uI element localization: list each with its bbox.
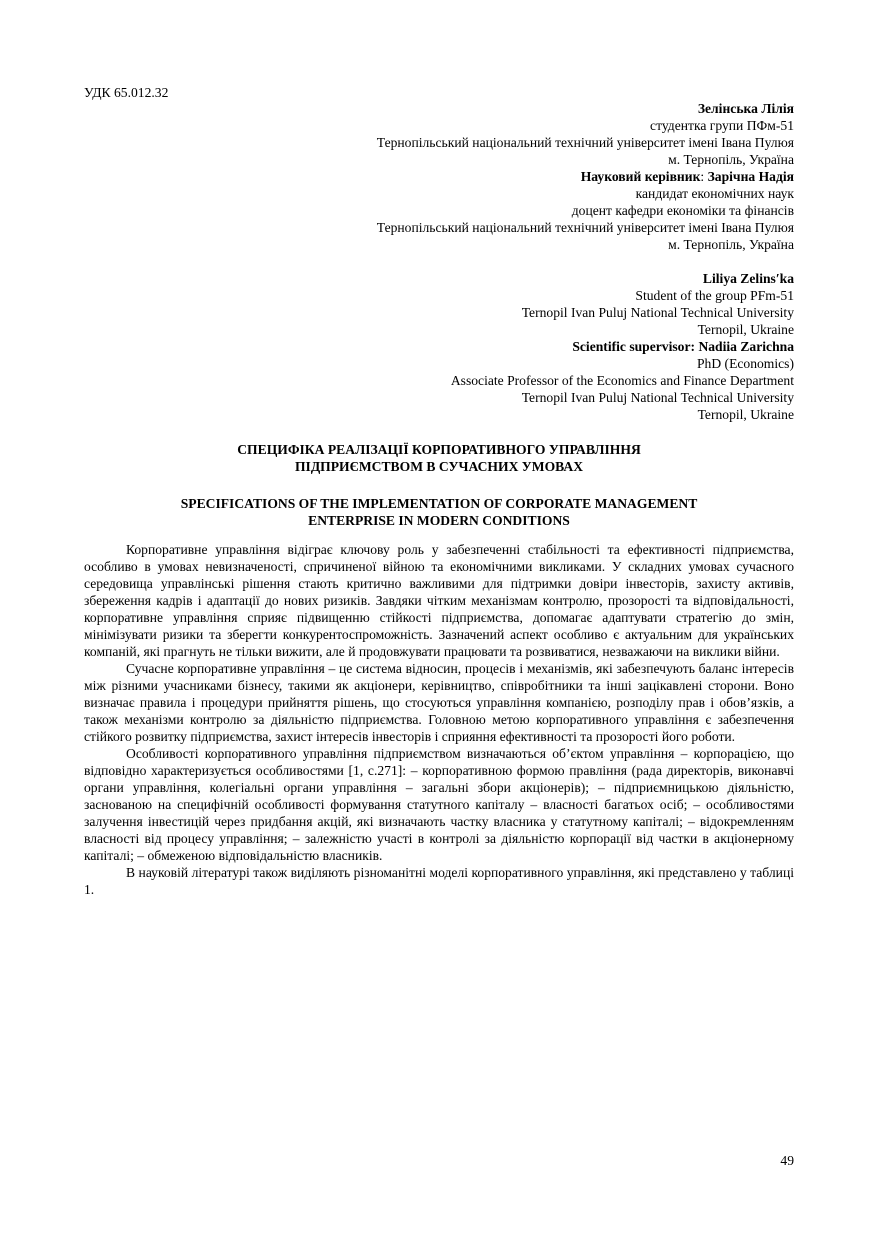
- paragraph: Корпоративне управління відіграє ключову роль у забезпеченні стабільності та ефективності підприємства, особливо в умовах невизначеності, спричиненої війною та економічними викликами. У складних умовах сучасного середовища управлінські рішення стають критично важливими для підтримки довіри інвесторів, захисту активів, збереження кадрів і адаптації до нових ризиків. Завдяки чітким механізмам контролю, прозорості та відповідальності, корпоративне управління сприяє підвищенню стійкості підприємства, допомагає адаптувати стратегію до змін, мінімізувати ризики та зберегти конкурентоспроможність. Зазначений аспект особливо є актуальним для українських компаній, які прагнуть не тільки вижити, але й продовжувати працювати та розвиватися, незважаючи на виклики війни.: [84, 542, 794, 659]
- udk-code: УДК 65.012.32: [84, 85, 169, 100]
- author-name-en: Liliya Zelins′ka: [702, 271, 794, 286]
- supervisor-line-ua: Науковий керівник: Зарічна Надія: [580, 169, 794, 184]
- supervisor-label-en: Scientific supervisor:: [572, 339, 696, 354]
- supervisor-degree-en: PhD (Economics): [696, 356, 794, 371]
- author-role-en: Student of the group PFm-51: [635, 288, 794, 303]
- title-block: [84, 441, 794, 529]
- author-name-ua: Зелінська Лілія: [697, 101, 794, 116]
- author-block: [377, 100, 794, 423]
- author-city-en: Ternopil, Ukraine: [697, 322, 794, 337]
- supervisor-city-en: Ternopil, Ukraine: [697, 407, 794, 422]
- page-number: 49: [780, 1153, 794, 1168]
- title-en-line1: SPECIFICATIONS OF THE IMPLEMENTATION OF CORPORATE MANAGEMENT: [180, 496, 698, 511]
- title-ua-line2: ПІДПРИЄМСТВОМ В СУЧАСНИХ УМОВАХ: [294, 459, 584, 474]
- spacer: [377, 253, 794, 270]
- author-university-ua: Тернопільський національний технічний університет імені Івана Пулюя: [376, 135, 794, 150]
- supervisor-line-en: [377, 338, 794, 355]
- paragraph: Особливості корпоративного управління підприємством визначаються об’єктом управління – корпорацією, що відповідно характеризується особливостями [1, с.271]: – корпоративною формою правління (рада директорів, виконавчі органи управління, колегіальні органи управління – загальні збори акціонерів); – підприємницькою діяльністю, заснованою на специфічній особливості формування статутного капіталу – власності багатьох осіб; – особливостями залучення інвестицій через придбання акцій, які визначають частку власника у статутному капіталі; – відокремленням власності від процесу управління; – залежністю участі в контролі за діяльністю корпорації від частки в акціонерному капіталі; – обмеженою відповідальністю власників.: [84, 746, 794, 863]
- article-body: [84, 541, 794, 898]
- supervisor-city-ua: м. Тернопіль, Україна: [668, 237, 794, 252]
- title-ua: [84, 441, 794, 475]
- document-page: [84, 0, 794, 1240]
- title-en-line2: ENTERPRISE IN MODERN CONDITIONS: [308, 513, 570, 528]
- supervisor-university-ua: Тернопільський національний технічний університет імені Івана Пулюя: [376, 220, 794, 235]
- supervisor-name-en: Nadiia Zarichna: [698, 339, 794, 354]
- title-ua-line1: СПЕЦИФІКА РЕАЛІЗАЦІЇ КОРПОРАТИВНОГО УПРАВЛІННЯ: [237, 442, 641, 457]
- supervisor-position-ua: доцент кафедри економіки та фінансів: [571, 203, 794, 218]
- title-en: [84, 495, 794, 529]
- supervisor-label-ua: Науковий керівник: [580, 169, 701, 184]
- supervisor-name-ua: Зарічна Надія: [707, 169, 794, 184]
- author-university-en: Ternopil Ivan Puluj National Technical University: [521, 305, 794, 320]
- supervisor-degree-ua: кандидат економічних наук: [635, 186, 794, 201]
- supervisor-university-en: Ternopil Ivan Puluj National Technical University: [521, 390, 794, 405]
- author-role-ua: студентка групи ПФм-51: [650, 118, 794, 133]
- paragraph: Сучасне корпоративне управління – це система відносин, процесів і механізмів, які забезпечують баланс інтересів між різними учасниками бізнесу, такими як акціонери, керівництво, співробітники та інші зацікавлені сторони. Воно визначає правила і процедури прийняття рішень, що стосуються управління компанією, розподілу прав і обов’язків, а також механізми контролю за діяльністю підприємства. Головною метою корпоративного управління є забезпечення стійкого розвитку підприємства, захист інтересів інвесторів і сприяння ефективності та прозорості його роботи.: [84, 661, 794, 744]
- author-city-ua: м. Тернопіль, Україна: [668, 152, 794, 167]
- paragraph: В науковій літературі також виділяють різноманітні моделі корпоративного управління, які представлено у таблиці 1.: [84, 865, 794, 897]
- supervisor-position-en: Associate Professor of the Economics and Finance Department: [450, 373, 794, 388]
